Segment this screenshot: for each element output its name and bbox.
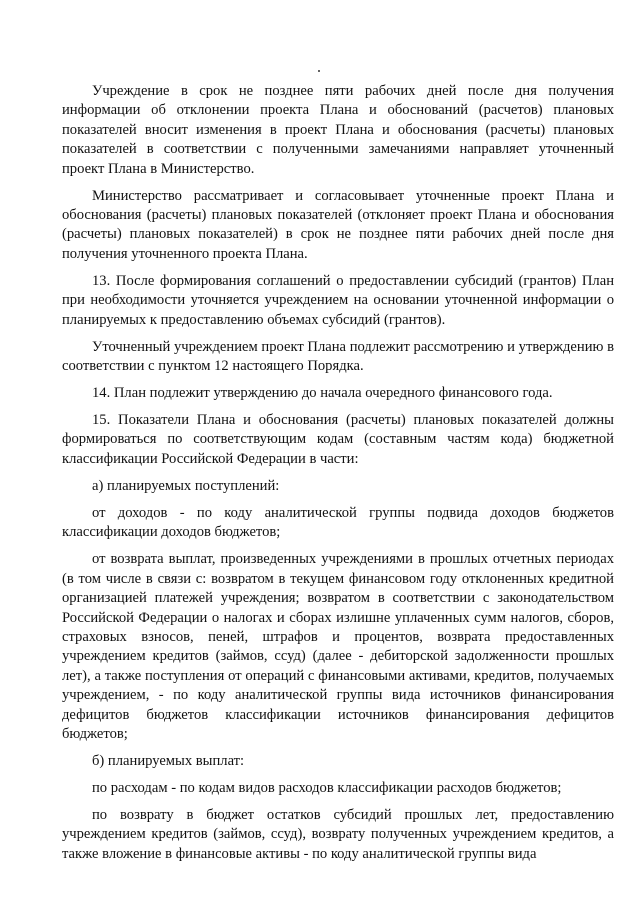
paragraph-from-income: от доходов - по коду аналитической группы подвида доходов бюджетов классификации доходов бюджетов;: [62, 504, 614, 541]
paragraph-planned-receipts: а) планируемых поступлений:: [92, 477, 280, 494]
paragraph-item-15: 15. Показатели Плана и обоснования (расчеты) плановых показателей должны формироваться по соответствующим кодам (составным частям кода) бюджетной классификации Российской Федерации в части:: [62, 412, 614, 467]
document-page: [62, 82, 614, 872]
paragraph-by-expenses: по расходам - по кодам видов расходов классификации расходов бюджетов;: [92, 779, 562, 796]
paragraph-planned-payments: б) планируемых выплат:: [92, 752, 245, 769]
paragraph-plan-correction: Учреждение в срок не позднее пяти рабочих дней после дня получения информации об отклонении проекта Плана и обоснований (расчетов) плановых показателей вносит изменения в проект Плана и обоснования (расчеты) плановых показателей в соответствии с полученными замечаниями направляет уточненный проект Плана в Министерство.: [62, 83, 614, 177]
paragraph-by-return: по возврату в бюджет остатков субсидий прошлых лет, предоставлению учреждением кредитов (займов, ссуд), возврату полученных учреждением кредитов, а также вложение в финансовые активы - по коду аналитической группы вида: [62, 806, 614, 862]
paragraph-ministry-review: Министерство рассматривает и согласовывает уточненные проект Плана и обоснования (расчеты) плановых показателей (отклоняет проект Плана и обоснования (расчеты) плановых показателей) в срок не позднее пяти рабочих дней после дня получения уточненного проекта Плана.: [62, 187, 614, 262]
scan-speck: [318, 70, 320, 72]
paragraph-updated-plan: Уточненный учреждением проект Плана подлежит рассмотрению и утверждению в соответствии с пунктом 12 настоящего Порядка.: [62, 338, 614, 375]
paragraph-item-13: 13. После формирования соглашений о предоставлении субсидий (грантов) План при необходимости уточняется учреждением на основании уточненной информации о планируемых к предоставлению объемах субсидий (грантов).: [62, 272, 614, 328]
paragraph-item-14: 14. План подлежит утверждению до начала очередного финансового года.: [92, 385, 553, 402]
paragraph-from-refunds: от возврата выплат, произведенных учреждениями в прошлых отчетных периодах (в том числе в связи с: возвратом в текущем финансовом году отклоненных кредитной организацией платежей учреждения; возвратом в соответствии с законодательством Российской Федерации о налогах и сборах излишне уплаченных сумм налогов, сборов, страховых взносов, пеней, штрафов и процентов, возврата предоставленных учреждением кредитов (займов, ссуд) (далее - дебиторской задолженности прошлых лет), а также поступления от операций с финансовыми активами, кредитов, получаемых учреждением, - по коду аналитической группы вида источников финансирования дефицитов бюджетов классификации источников финансирования дефицитов бюджетов;: [62, 551, 614, 742]
